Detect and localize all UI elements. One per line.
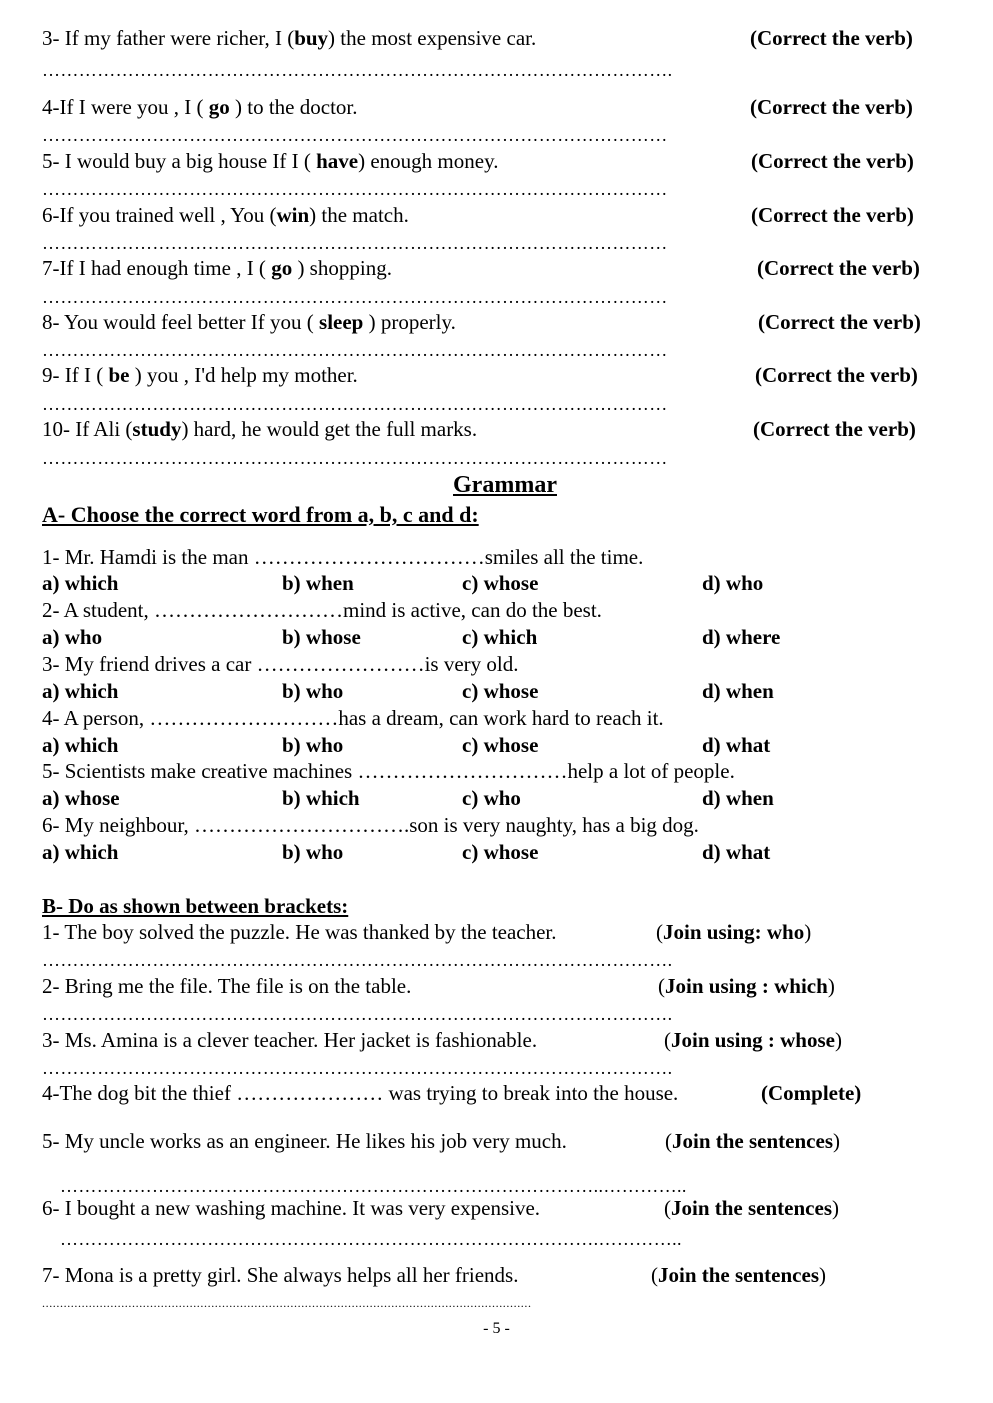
option-a[interactable]: a) who — [42, 625, 103, 649]
instruction-tag: (Correct the verb) — [751, 203, 914, 227]
answer-line[interactable]: ........................................................................................................................................ — [42, 1296, 532, 1310]
grammar-title: Grammar — [453, 472, 557, 498]
instruction-tag: (Join the sentences) — [665, 1129, 840, 1153]
option-a[interactable]: a) which — [42, 840, 119, 864]
answer-line[interactable]: ……………………………………………………………………………..………….. — [60, 1176, 687, 1196]
instruction-tag: (Complete) — [761, 1081, 862, 1105]
task-1: 1- The boy solved the puzzle. He was thanked by the teacher. — [42, 920, 557, 944]
answer-line[interactable]: ………………………………………………………………………………………… — [42, 340, 668, 360]
task-2: 2- Bring me the file. The file is on the table. — [42, 974, 412, 998]
mcq-question: 5- Scientists make creative machines …………………………help a lot of people. — [42, 759, 735, 783]
option-d[interactable]: d) when — [702, 679, 774, 703]
verb-question-7: 7-If I had enough time , I ( go ) shopping. — [42, 256, 392, 280]
mcq-question: 3- My friend drives a car ……………………is very old. — [42, 652, 519, 676]
option-c[interactable]: c) whose — [462, 571, 539, 595]
option-c[interactable]: c) whose — [462, 840, 539, 864]
answer-line[interactable]: ………………………………………………………………………………………… — [42, 233, 668, 253]
option-d[interactable]: d) when — [702, 786, 774, 810]
answer-line[interactable]: ………………………………………………………………………………………… — [42, 394, 668, 414]
option-a[interactable]: a) which — [42, 733, 119, 757]
instruction-tag: (Correct the verb) — [755, 363, 918, 387]
page-number: - 5 - — [483, 1320, 510, 1337]
option-b[interactable]: b) who — [282, 679, 344, 703]
option-c[interactable]: c) whose — [462, 679, 539, 703]
answer-line[interactable]: …………………………………………………………………………………………. — [42, 60, 673, 80]
mcq-question: 6- My neighbour, ………………………….son is very naughty, has a big dog. — [42, 813, 699, 837]
answer-line[interactable]: ………………………………………………………………………………………… — [42, 125, 668, 145]
option-d[interactable]: d) who — [702, 571, 764, 595]
option-d[interactable]: d) what — [702, 733, 771, 757]
option-a[interactable]: a) which — [42, 571, 119, 595]
instruction-tag: (Correct the verb) — [758, 310, 921, 334]
instruction-tag: (Join using : whose) — [664, 1028, 842, 1052]
instruction-tag: (Correct the verb) — [757, 256, 920, 280]
answer-line[interactable]: ………………………………………………………………………………………… — [42, 179, 668, 199]
section-a-title: A- Choose the correct word from a, b, c and d: — [42, 502, 479, 527]
option-d[interactable]: d) where — [702, 625, 781, 649]
answer-line[interactable]: …………………………………………………………………………….………….. — [60, 1229, 682, 1249]
option-c[interactable]: c) whose — [462, 733, 539, 757]
answer-line[interactable]: ………………………………………………………………………………………… — [42, 287, 668, 307]
mcq-question: 4- A person, ………………………has a dream, can work hard to reach it. — [42, 706, 664, 730]
task-3: 3- Ms. Amina is a clever teacher. Her jacket is fashionable. — [42, 1028, 538, 1052]
instruction-tag: (Correct the verb) — [750, 95, 913, 119]
instruction-tag: (Join the sentences) — [664, 1196, 839, 1220]
verb-question-6: 6-If you trained well , You (win) the match. — [42, 203, 409, 227]
verb-question-5: 5- I would buy a big house If I ( have) enough money. — [42, 149, 499, 173]
task-5: 5- My uncle works as an engineer. He likes his job very much. — [42, 1129, 567, 1153]
option-a[interactable]: a) which — [42, 679, 119, 703]
verb-question-4: 4-If I were you , I ( go ) to the doctor. — [42, 95, 358, 119]
verb-question-3: 3- If my father were richer, I (buy) the most expensive car. — [42, 26, 537, 50]
verb-question-8: 8- You would feel better If you ( sleep ) properly. — [42, 310, 456, 334]
option-a[interactable]: a) whose — [42, 786, 120, 810]
instruction-tag: (Correct the verb) — [753, 417, 916, 441]
instruction-tag: (Join using: who) — [656, 920, 812, 944]
answer-line[interactable]: …………………………………………………………………………………………. — [42, 1004, 673, 1024]
option-c[interactable]: c) who — [462, 786, 521, 810]
section-b-title: B- Do as shown between brackets: — [42, 894, 349, 918]
answer-line[interactable]: …………………………………………………………………………………………. — [42, 950, 673, 970]
instruction-tag: (Join the sentences) — [651, 1263, 826, 1287]
mcq-question: 1- Mr. Hamdi is the man ……………………………smiles all the time. — [42, 545, 644, 569]
option-b[interactable]: b) whose — [282, 625, 361, 649]
task-7: 7- Mona is a pretty girl. She always helps all her friends. — [42, 1263, 519, 1287]
option-b[interactable]: b) which — [282, 786, 360, 810]
option-b[interactable]: b) who — [282, 733, 344, 757]
task-6: 6- I bought a new washing machine. It was very expensive. — [42, 1196, 541, 1220]
option-d[interactable]: d) what — [702, 840, 771, 864]
instruction-tag: (Correct the verb) — [751, 149, 914, 173]
verb-question-9: 9- If I ( be ) you , I'd help my mother. — [42, 363, 358, 387]
task-4: 4-The dog bit the thief ………………… was trying to break into the house. — [42, 1081, 679, 1105]
option-b[interactable]: b) when — [282, 571, 354, 595]
option-b[interactable]: b) who — [282, 840, 344, 864]
answer-line[interactable]: ………………………………………………………………………………………… — [42, 448, 668, 468]
instruction-tag: (Correct the verb) — [750, 26, 913, 50]
instruction-tag: (Join using : which) — [658, 974, 835, 998]
verb-question-10: 10- If Ali (study) hard, he would get the full marks. — [42, 417, 478, 441]
mcq-question: 2- A student, ………………………mind is active, can do the best. — [42, 598, 602, 622]
answer-line[interactable]: …………………………………………………………………………………………. — [42, 1058, 673, 1078]
option-c[interactable]: c) which — [462, 625, 538, 649]
